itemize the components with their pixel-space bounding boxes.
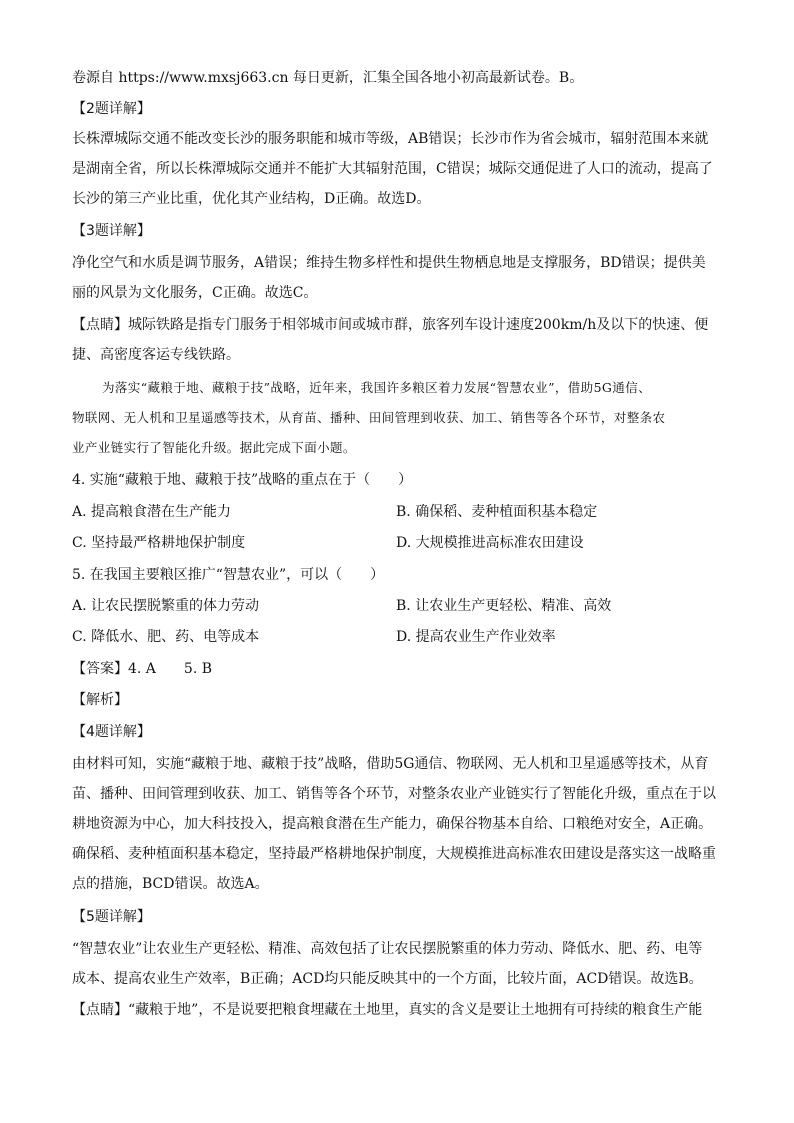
- answer-4: 4. A: [128, 661, 156, 677]
- note1-line-2: 捷、高密度客运专线铁路。: [72, 347, 240, 363]
- q5-stem: 5. 在我国主要粮区推广“智慧农业”，可以（ ）: [72, 567, 385, 583]
- q5-line-2: 成本、提高农业生产效率，B正确；ACD均只能反映其中的一个方面，比较片面，ACD错误。故选B。: [72, 971, 703, 987]
- answer-line: [72, 659, 734, 679]
- answer-5: 5. B: [183, 661, 213, 677]
- q5-option-c: C. 降低水、肥、药、电等成本: [72, 629, 260, 645]
- q4-line-3: 耕地资源为中心，加大科技投入，提高粮食潜在生产能力，确保谷物基本自给、口粮绝对安全，A正确。: [72, 816, 713, 832]
- q4-option-b: B. 确保稻、麦种植面积基本稳定: [396, 504, 598, 520]
- q5-line-1: “智慧农业”让农业生产更轻松、精准、高效包括了让农民摆脱繁重的体力劳动、降低水、肥、药、电等: [72, 941, 703, 957]
- q3-line-2: 丽的风景为文化服务，C正确。故选C。: [72, 285, 318, 301]
- q5-option-d: D. 提高农业生产作业效率: [396, 629, 556, 645]
- q5-option-a: A. 让农民摆脱繁重的体力劳动: [72, 598, 260, 614]
- material-line-3: 业产业链实行了智能化升级。据此完成下面小题。: [72, 440, 356, 455]
- q2-line-2: 是湖南全省，所以长株潭城际交通并不能扩大其辐射范围，C错误；城际交通促进了人口的流动，提高了: [72, 161, 713, 177]
- note1-line-1: 【点睛】城际铁路是指专门服务于相邻城市间或城市群，旅客列车设计速度200km/h及以下的快速、便: [72, 317, 709, 333]
- q4-option-a: A. 提高粮食潜在生产能力: [72, 504, 232, 520]
- q5-option-b: B. 让农业生产更轻松、精准、高效: [396, 598, 612, 614]
- q4-option-c: C. 坚持最严格耕地保护制度: [72, 535, 246, 551]
- q2-line-3: 长沙的第三产业比重，优化其产业结构，D正确。故选D。: [72, 191, 431, 207]
- q4-stem: 4. 实施“藏粮于地、藏粮于技”战略的重点在于（ ）: [72, 472, 413, 488]
- header-source-line: 卷源自 https://www.mxsj663.cn 每日更新，汇集全国各地小初高最新试卷。B。: [72, 70, 584, 86]
- answer-label: 【答案】: [72, 661, 128, 677]
- q4-line-2: 苗、播种、田间管理到收获、加工、销售等各个环节，对整条农业产业链实行了智能化升级，重点在于以: [72, 786, 716, 802]
- material-line-1: 为落实“藏粮于地、藏粮于技”战略，近年来，我国许多粮区着力发展“智慧农业”，借助5G通信、: [102, 380, 652, 395]
- q2-line-1: 长株潭城际交通不能改变长沙的服务职能和城市等级，AB错误；长沙市作为省会城市，辐射范围本来就: [72, 131, 709, 147]
- q4-line-4: 确保稻、麦种植面积基本稳定，坚持最严格耕地保护制度，大规模推进高标准农田建设是落实这一战略重: [72, 846, 716, 862]
- analysis-label: 【解析】: [72, 692, 128, 708]
- q5-heading: 【5题详解】: [72, 909, 151, 925]
- q4-option-d: D. 大规模推进高标准农田建设: [396, 535, 584, 551]
- material-line-2: 物联网、无人机和卫星遥感等技术，从育苗、播种、田间管理到收获、加工、销售等各个环节，对整条农: [72, 410, 666, 425]
- q4-line-1: 由材料可知，实施“藏粮于地、藏粮于技”战略，借助5G通信、物联网、无人机和卫星遥感等技术，从育: [72, 756, 709, 772]
- q4-heading: 【4题详解】: [72, 724, 151, 740]
- q4-line-5: 点的措施，BCD错误。故选A。: [72, 876, 269, 892]
- q3-heading: 【3题详解】: [72, 223, 151, 239]
- q2-heading: 【2题详解】: [72, 101, 151, 117]
- note2-line: 【点睛】“藏粮于地”，不是说要把粮食埋藏在土地里，真实的含义是要让土地拥有可持续的粮食生产能: [72, 1002, 703, 1018]
- q3-line-1: 净化空气和水质是调节服务，A错误；维持生物多样性和提供生物栖息地是支撑服务，BD错误；提供美: [72, 255, 706, 271]
